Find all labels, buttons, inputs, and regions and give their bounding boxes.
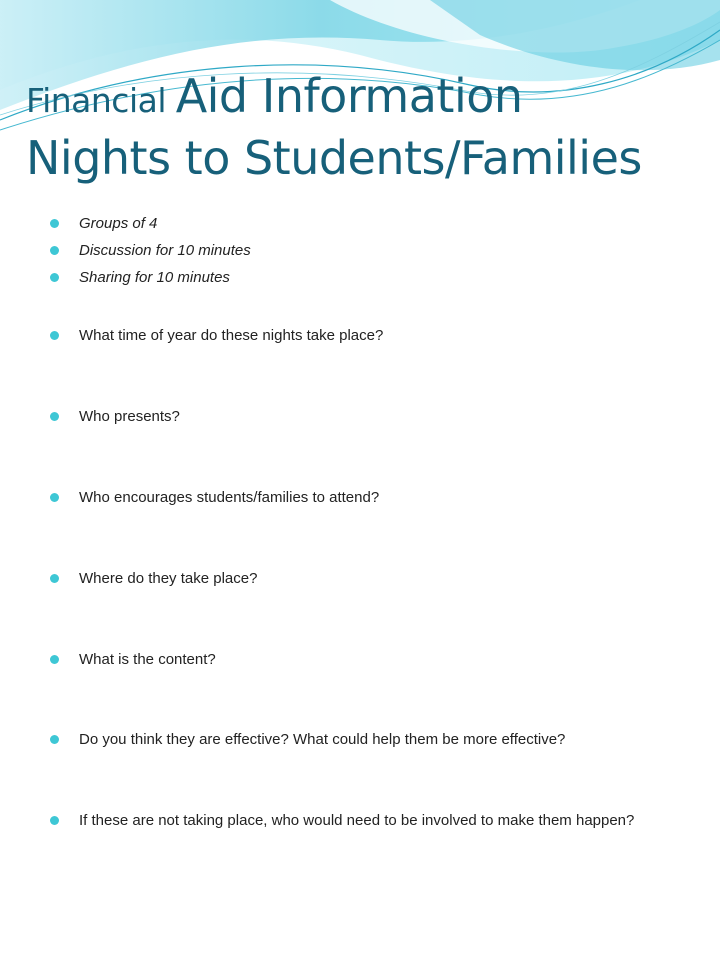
bullet-item [79, 212, 679, 235]
bullet-item [79, 239, 679, 262]
bullet-item [79, 648, 679, 671]
bullet-dot-icon [50, 246, 59, 255]
bullet-dot-icon [50, 331, 59, 340]
bullet-item [79, 809, 669, 832]
title-line-2: Nights to Students/Families [26, 131, 642, 185]
bullet-item [79, 486, 679, 509]
bullet-dot-icon [50, 273, 59, 282]
bullet-dot-icon [50, 493, 59, 502]
bullet-text: Who presents? [79, 408, 180, 425]
bullet-text: Do you think they are effective? What could help them be more effective? [79, 731, 566, 748]
title-words-aid-information: Aid Information [175, 69, 523, 123]
bullet-item [79, 728, 679, 751]
bullet-text: What time of year do these nights take place? [79, 327, 384, 344]
bullet-item [79, 266, 679, 289]
bullet-dot-icon [50, 219, 59, 228]
bullet-item [79, 405, 679, 428]
bullet-dot-icon [50, 816, 59, 825]
bullet-text: Who encourages students/families to attend? [79, 489, 380, 506]
bullet-text: Groups of 4 [79, 215, 158, 232]
bullet-text: Discussion for 10 minutes [79, 242, 251, 259]
bullet-item [79, 567, 679, 590]
bullet-dot-icon [50, 735, 59, 744]
bullet-text: Where do they take place? [79, 570, 258, 587]
bullet-item [79, 324, 679, 347]
title-word-financial: Financial [26, 81, 167, 120]
bullet-dot-icon [50, 574, 59, 583]
bullet-text: Sharing for 10 minutes [79, 269, 230, 286]
bullet-text: If these are not taking place, who would need to be involved to make them happen? [79, 812, 635, 829]
bullet-dot-icon [50, 655, 59, 664]
bullet-text: What is the content? [79, 651, 216, 668]
bullet-dot-icon [50, 412, 59, 421]
